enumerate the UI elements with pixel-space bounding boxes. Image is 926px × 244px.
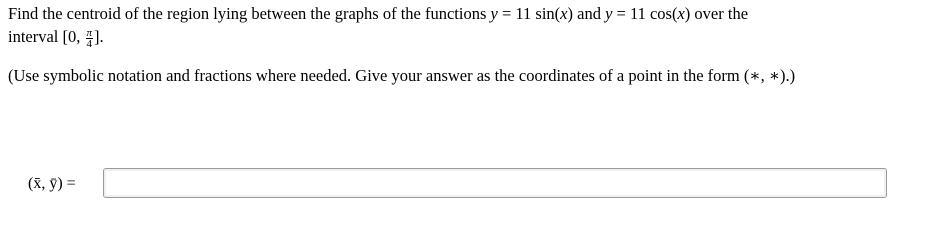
function-2-variable: y <box>605 4 613 23</box>
function-1-close: ) <box>567 4 573 23</box>
function-2-expression: = 11 cos( <box>612 4 678 23</box>
fraction-denominator: 4 <box>86 38 93 50</box>
interval-prefix: interval [0, <box>8 27 85 46</box>
conjunction: and <box>573 4 606 23</box>
problem-statement <box>8 2 908 49</box>
answer-instructions: (Use symbolic notation and fractions where needed. Give your answer as the coordinates of a point in the form (∗, ∗).) <box>8 66 796 85</box>
problem-text: Find the centroid of the region lying between the graphs of the functions <box>8 4 487 23</box>
problem-line-2 <box>8 25 908 49</box>
problem-tail: over the <box>690 4 749 23</box>
interval-fraction <box>86 28 94 49</box>
function-2-close: ) <box>684 4 691 23</box>
answer-row <box>0 168 926 199</box>
interval-suffix: ]. <box>94 27 104 46</box>
problem-line-1 <box>8 2 908 25</box>
function-1-variable: y <box>490 4 498 23</box>
function-2-argument: x <box>677 4 685 23</box>
function-1-argument: x <box>560 4 568 23</box>
fraction-numerator: π <box>86 27 93 39</box>
centroid-answer-input[interactable] <box>103 168 887 198</box>
centroid-label: (x̄, ȳ) = <box>28 175 76 192</box>
function-1-expression: = 11 sin( <box>497 4 561 23</box>
